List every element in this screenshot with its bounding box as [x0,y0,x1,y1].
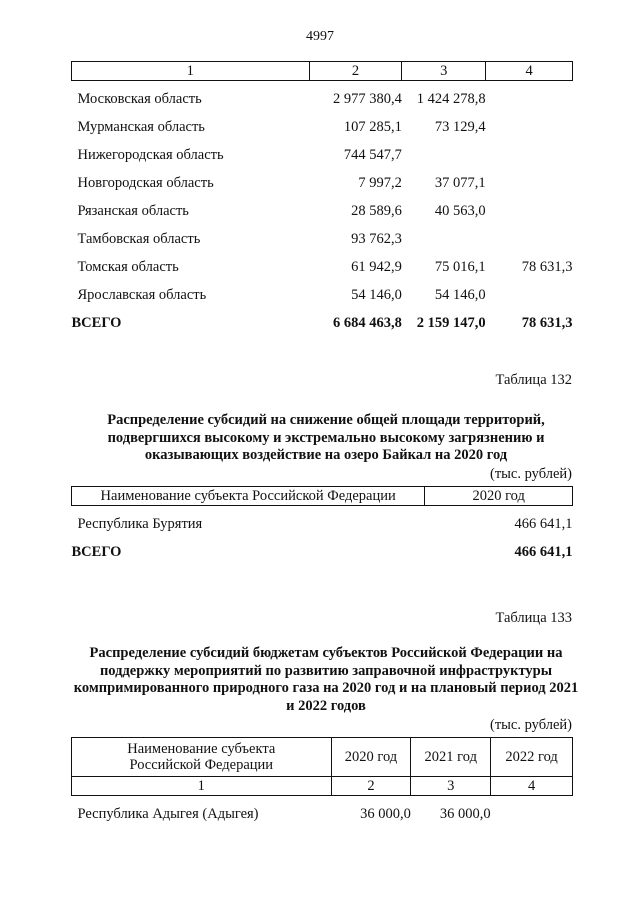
value-2021 [402,142,486,170]
value-2020: 93 762,3 [351,231,402,247]
table-row [72,142,573,170]
table-132-label: Таблица 132 [495,372,572,388]
value-2022 [486,282,573,310]
value-2022 [486,142,573,170]
table-header-num-row [72,777,573,796]
region-name: Московская область [77,91,202,107]
header-cell: 1 [72,62,310,81]
region-name: Тамбовская область [77,231,201,247]
table-132-title: Распределение субсидий на снижение общей площади территорий, подвергшихся высокому и экстремально высокому загрязнению и оказывающих воздействие на озеро Байкал на 2020 год [107,412,545,463]
header-cell: 2020 год [331,738,411,777]
region-name: Республика Бурятия [77,516,203,532]
value-2022 [486,114,573,142]
value-2020: 28 589,6 [351,203,402,219]
value-2020: 744 547,7 [343,147,402,163]
table-header-row [72,738,573,777]
table-row [72,170,573,198]
table-row [72,254,573,282]
total-2020: 6 684 463,8 [332,315,402,331]
region-name: Мурманская область [77,119,205,135]
total-label: ВСЕГО [71,315,122,331]
table-row [72,801,573,829]
region-name: Нижегородская область [77,147,224,163]
region-name: Новгородская область [77,175,214,191]
table-row [72,511,573,539]
value-2020: 466 641,1 [514,516,573,532]
table-row [72,114,573,142]
value-2021: 36 000,0 [439,806,491,822]
table-header-row [72,487,573,506]
header-cell: 2022 год [491,738,573,777]
total-2021: 2 159 147,0 [416,315,486,331]
table-133-label: Таблица 133 [495,610,572,626]
value-2022 [491,801,573,829]
value-2022 [486,198,573,226]
value-2022 [486,170,573,198]
header-num-cell: 1 [72,777,332,796]
table-row [72,198,573,226]
subsidy-table-continued [71,61,573,338]
value-2022 [486,86,573,114]
header-cell: 2020 год [425,487,573,506]
header-num-cell: 4 [491,777,573,796]
value-2022 [486,226,573,254]
value-2020: 61 942,9 [351,259,402,275]
value-2021: 54 146,0 [434,287,486,303]
value-2021: 75 016,1 [434,259,486,275]
value-2021: 40 563,0 [434,203,486,219]
total-2020: 466 641,1 [514,544,573,560]
table-133-units: (тыс. рублей) [490,717,572,733]
value-2020: 107 285,1 [343,119,402,135]
value-2020: 36 000,0 [360,806,411,822]
value-2020: 54 146,0 [351,287,402,303]
value-2022: 78 631,3 [521,259,573,275]
region-name: Томская область [77,259,179,275]
value-2021: 37 077,1 [434,175,486,191]
header-num-cell: 2 [331,777,411,796]
value-2020: 7 997,2 [358,175,402,191]
region-name: Рязанская область [77,203,189,219]
region-name: Ярославская область [77,287,207,303]
header-cell: Наименование субъекта Российской Федерации [72,487,425,506]
header-num-cell: 3 [411,777,491,796]
table-header-row [72,62,573,81]
total-2022: 78 631,3 [521,315,573,331]
value-2021: 73 129,4 [434,119,486,135]
table-133-title: Распределение субсидий бюджетам субъектов Российской Федерации на поддержку мероприятий по развитию заправочной инфраструктуры компримированного природного газа на 2020 год и на плановый период 2021 и 2022 годов [73,645,579,714]
header-cell: 4 [486,62,573,81]
table-row [72,86,573,114]
header-cell: 2021 год [411,738,491,777]
region-name: Республика Адыгея (Адыгея) [77,806,259,822]
page-number: 4997 [306,29,334,44]
header-cell: 3 [402,62,486,81]
table-row [72,282,573,310]
total-row [72,310,573,338]
table-row [72,226,573,254]
total-row [72,539,573,567]
value-2021: 1 424 278,8 [416,91,486,107]
total-label: ВСЕГО [71,544,122,560]
value-2021 [402,226,486,254]
table-133 [71,737,573,829]
table-132 [71,486,573,567]
table-132-units: (тыс. рублей) [490,466,572,482]
header-cell: 2 [309,62,402,81]
header-cell: Наименование субъекта Российской Федерации [72,738,332,777]
value-2020: 2 977 380,4 [332,91,402,107]
